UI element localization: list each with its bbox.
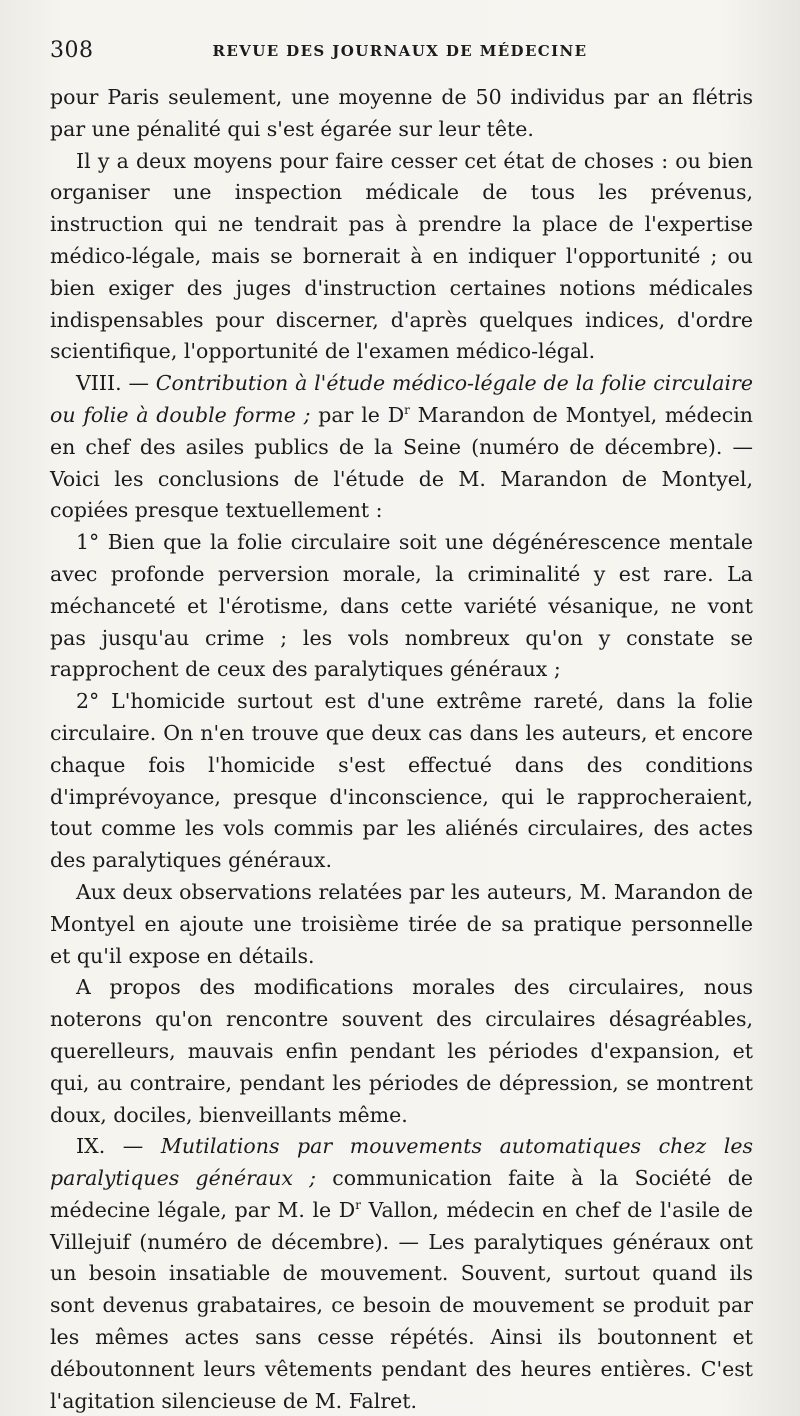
paragraph-text: pour Paris seulement, une moyenne de 50 individus par an flétris par une pénalité qui s'est égarée sur leur tête. — [50, 85, 753, 141]
running-title: REVUE DES JOURNAUX DE MÉDECINE — [212, 42, 588, 60]
page-header — [50, 38, 750, 78]
superscript: r — [355, 1198, 361, 1213]
section-ix — [50, 1131, 753, 1416]
paragraph-text: par le D — [310, 402, 405, 427]
paragraph — [50, 972, 753, 1131]
section-number: VIII. — — [76, 371, 156, 396]
page-number: 308 — [50, 38, 94, 63]
section-title: Contribution à l'étude médico-légale de la folie circulaire ou folie à double forme ; — [50, 371, 753, 427]
section-viii — [50, 368, 753, 527]
paragraph-text: Marandon de Montyel, médecin en chef des asiles publics de la Seine (numéro de décembre). — Voici les conclusions de l'étude de M. Marandon de Montyel, copiées presque textuellement : — [50, 402, 753, 523]
section-title: Mutilations par mouvements automatiques chez les paralytiques généraux ; — [50, 1134, 753, 1191]
paragraph-text: 2° L'homicide surtout est d'une extrême rareté, dans la folie circulaire. On n'en trouve que deux cas dans les auteurs, et encore chaque fois l'homicide s'est effectué dans des conditions d'imprévoyance, presque d'inconscience, qui le rapprocheraient, tout comme les vols commis par les aliénés circulaires, des actes des paralytiques généraux. — [50, 689, 753, 873]
section-number: IX. — — [76, 1134, 161, 1159]
paragraph-text: communication faite à la Société de médecine légale, par M. le D — [50, 1166, 753, 1222]
paragraph-text: 1° Bien que la folie circulaire soit une dégénérescence mentale avec profonde perversion morale, la criminalité y est rare. La méchanceté et l'érotisme, dans cette variété vésanique, ne vont pas jusqu'au crime ; les vols nombreux qu'on y constate se rapprochent de ceux des paralytiques généraux ; — [50, 530, 753, 682]
paragraph — [50, 146, 753, 369]
paragraph-continuation — [50, 82, 753, 146]
page-body — [50, 82, 753, 1416]
paragraph-text: Vallon, médecin en chef de l'asile de Villejuif (numéro de décembre). — Les paralytiques généraux ont un besoin insatiable de mouvement. Souvent, surtout quand ils sont devenus grabataires, ce besoin de mouvement se produit par les mêmes actes sans cesse répétés. Ainsi ils boutonnent et déboutonnent leurs vêtements pendant des heures entières. C'est l'agitation silencieuse de M. Falret. — [50, 1197, 753, 1413]
superscript: r — [404, 403, 410, 418]
paragraph-text: Aux deux observations relatées par les auteurs, M. Marandon de Montyel en ajoute une troisième tirée de sa pratique personnelle et qu'il expose en détails. — [50, 879, 753, 968]
paragraph-text: Il y a deux moyens pour faire cesser cet état de choses : ou bien organiser une inspection médicale de tous les prévenus, instruction qui ne tendrait pas à prendre la place de l'expertise médico-légale, mais se bornerait à en indiquer l'opportunité ; ou bien exiger des juges d'instruction certaines notions médicales indispensables pour discerner, d'après quelques indices, d'ordre scientifique, l'opportunité de l'examen médico-légal. — [50, 148, 753, 364]
numbered-point-2 — [50, 686, 753, 877]
paragraph — [50, 877, 753, 972]
paragraph-text: A propos des modifications morales des circulaires, nous noterons qu'on rencontre souvent des circulaires désagréables, querelleurs, mauvais enfin pendant les périodes d'expansion, et qui, au contraire, pendant les périodes de dépression, se montrent doux, dociles, bienveillants même. — [50, 975, 753, 1127]
numbered-point-1 — [50, 527, 753, 686]
